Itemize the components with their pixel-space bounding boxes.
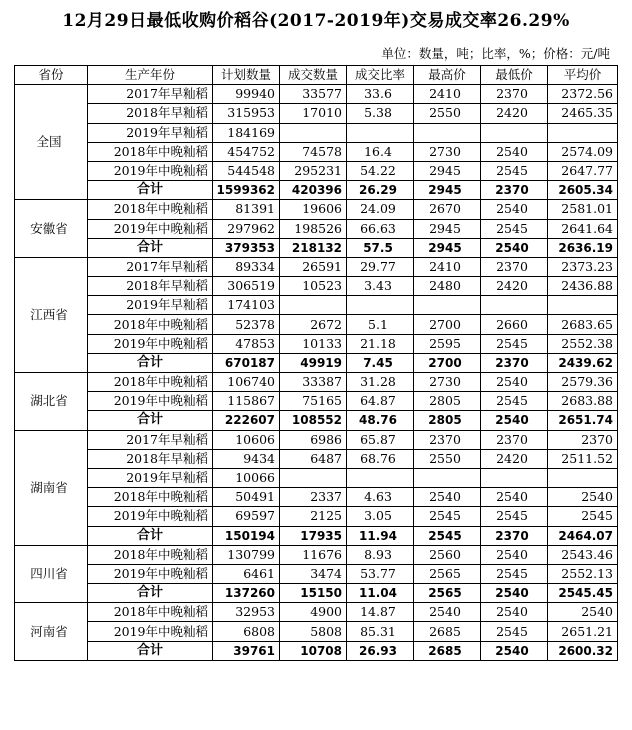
total-max-cell: 2700 [414,353,481,372]
total-avg-cell: 2439.62 [548,353,618,372]
rate-cell [347,468,414,487]
deal-cell: 198526 [280,219,347,238]
table-row [15,373,618,392]
min-cell: 2420 [481,277,548,296]
plan-cell: 297962 [213,219,280,238]
province-cell: 四川省 [15,545,88,603]
year-cell: 2019年早籼稻 [88,296,213,315]
year-cell: 2018年中晚籼稻 [88,545,213,564]
deal-cell: 2125 [280,507,347,526]
table-row [15,257,618,276]
min-cell: 2545 [481,219,548,238]
min-cell: 2420 [481,449,548,468]
min-cell: 2540 [481,200,548,219]
avg-cell: 2641.64 [548,219,618,238]
total-label: 合计 [88,641,213,660]
min-cell: 2370 [481,430,548,449]
plan-cell: 47853 [213,334,280,353]
deal-cell: 33387 [280,373,347,392]
total-plan-cell: 222607 [213,411,280,430]
avg-cell: 2373.23 [548,257,618,276]
max-cell [414,468,481,487]
table-row [15,392,618,411]
rate-cell: 65.87 [347,430,414,449]
deal-cell: 4900 [280,603,347,622]
avg-cell: 2647.77 [548,161,618,180]
total-label: 合计 [88,181,213,200]
table-row [15,104,618,123]
deal-cell: 11676 [280,545,347,564]
max-cell: 2540 [414,488,481,507]
min-cell: 2540 [481,545,548,564]
year-cell: 2018年中晚籼稻 [88,373,213,392]
avg-cell: 2552.13 [548,564,618,583]
col-header-province: 省份 [15,66,88,85]
rate-cell: 24.09 [347,200,414,219]
total-plan-cell: 670187 [213,353,280,372]
province-cell: 河南省 [15,603,88,661]
province-cell: 湖北省 [15,373,88,431]
total-deal-cell: 108552 [280,411,347,430]
plan-cell: 69597 [213,507,280,526]
deal-cell: 75165 [280,392,347,411]
plan-cell: 50491 [213,488,280,507]
table-row [15,161,618,180]
col-header-avg: 平均价 [548,66,618,85]
total-max-cell: 2685 [414,641,481,660]
total-plan-cell: 150194 [213,526,280,545]
total-rate-cell: 57.5 [347,238,414,257]
total-deal-cell: 420396 [280,181,347,200]
avg-cell: 2683.65 [548,315,618,334]
rate-cell: 21.18 [347,334,414,353]
year-cell: 2018年中晚籼稻 [88,603,213,622]
rate-cell: 8.93 [347,545,414,564]
table-row [15,277,618,296]
min-cell: 2540 [481,488,548,507]
avg-cell: 2540 [548,603,618,622]
year-cell: 2019年中晚籼稻 [88,219,213,238]
avg-cell: 2581.01 [548,200,618,219]
avg-cell [548,123,618,142]
rate-cell: 14.87 [347,603,414,622]
table-row [15,449,618,468]
total-deal-cell: 10708 [280,641,347,660]
total-deal-cell: 218132 [280,238,347,257]
deal-cell: 2672 [280,315,347,334]
total-rate-cell: 26.93 [347,641,414,660]
max-cell: 2545 [414,507,481,526]
province-cell: 江西省 [15,257,88,372]
deal-cell: 3474 [280,564,347,583]
table-row [15,622,618,641]
page-title: 12月29日最低收购价稻谷(2017-2019年)交易成交率26.29% [62,11,570,31]
rate-cell [347,123,414,142]
total-label: 合计 [88,411,213,430]
deal-cell: 295231 [280,161,347,180]
min-cell: 2540 [481,142,548,161]
total-min-cell: 2540 [481,238,548,257]
max-cell: 2410 [414,257,481,276]
total-row [15,353,618,372]
min-cell: 2545 [481,564,548,583]
year-cell: 2018年中晚籼稻 [88,315,213,334]
max-cell: 2370 [414,430,481,449]
avg-cell: 2545 [548,507,618,526]
rate-cell: 85.31 [347,622,414,641]
total-plan-cell: 137260 [213,584,280,603]
avg-cell [548,468,618,487]
max-cell [414,296,481,315]
total-avg-cell: 2636.19 [548,238,618,257]
max-cell: 2670 [414,200,481,219]
total-row [15,584,618,603]
max-cell: 2550 [414,449,481,468]
rate-cell: 31.28 [347,373,414,392]
year-cell: 2019年中晚籼稻 [88,622,213,641]
plan-cell: 544548 [213,161,280,180]
total-plan-cell: 39761 [213,641,280,660]
total-row [15,238,618,257]
total-max-cell: 2945 [414,238,481,257]
table-row [15,507,618,526]
min-cell: 2545 [481,507,548,526]
rate-cell: 66.63 [347,219,414,238]
col-header-plan: 计划数量 [213,66,280,85]
min-cell: 2660 [481,315,548,334]
year-cell: 2018年早籼稻 [88,277,213,296]
deal-cell: 33577 [280,85,347,104]
year-cell: 2019年早籼稻 [88,468,213,487]
max-cell: 2595 [414,334,481,353]
plan-cell: 184169 [213,123,280,142]
total-row [15,526,618,545]
min-cell: 2370 [481,85,548,104]
plan-cell: 10606 [213,430,280,449]
deal-cell: 2337 [280,488,347,507]
province-cell: 湖南省 [15,430,88,545]
table-row [15,603,618,622]
total-min-cell: 2370 [481,181,548,200]
max-cell: 2685 [414,622,481,641]
total-rate-cell: 26.29 [347,181,414,200]
rate-cell: 53.77 [347,564,414,583]
avg-cell [548,296,618,315]
col-header-deal: 成交数量 [280,66,347,85]
year-cell: 2019年中晚籼稻 [88,392,213,411]
rate-cell: 4.63 [347,488,414,507]
total-label: 合计 [88,526,213,545]
plan-cell: 306519 [213,277,280,296]
max-cell: 2730 [414,373,481,392]
min-cell [481,468,548,487]
min-cell: 2545 [481,334,548,353]
year-cell: 2019年中晚籼稻 [88,507,213,526]
table-row [15,123,618,142]
total-deal-cell: 15150 [280,584,347,603]
total-min-cell: 2540 [481,411,548,430]
year-cell: 2018年早籼稻 [88,104,213,123]
rate-cell: 54.22 [347,161,414,180]
plan-cell: 6808 [213,622,280,641]
min-cell [481,296,548,315]
total-rate-cell: 11.04 [347,584,414,603]
avg-cell: 2552.38 [548,334,618,353]
avg-cell: 2579.36 [548,373,618,392]
plan-cell: 174103 [213,296,280,315]
plan-cell: 81391 [213,200,280,219]
rate-cell: 68.76 [347,449,414,468]
deal-cell: 26591 [280,257,347,276]
deal-cell: 5808 [280,622,347,641]
total-deal-cell: 17935 [280,526,347,545]
header-row [15,66,618,85]
plan-cell: 10066 [213,468,280,487]
rate-cell: 64.87 [347,392,414,411]
total-min-cell: 2370 [481,526,548,545]
avg-cell: 2543.46 [548,545,618,564]
avg-cell: 2651.21 [548,622,618,641]
total-label: 合计 [88,584,213,603]
total-avg-cell: 2464.07 [548,526,618,545]
rate-cell: 5.38 [347,104,414,123]
plan-cell: 115867 [213,392,280,411]
col-header-min: 最低价 [481,66,548,85]
year-cell: 2018年中晚籼稻 [88,200,213,219]
rate-cell: 16.4 [347,142,414,161]
deal-cell: 10133 [280,334,347,353]
total-min-cell: 2540 [481,584,548,603]
table-row [15,488,618,507]
deal-cell: 74578 [280,142,347,161]
table-row [15,545,618,564]
year-cell: 2018年中晚籼稻 [88,488,213,507]
avg-cell: 2372.56 [548,85,618,104]
deal-cell: 17010 [280,104,347,123]
total-avg-cell: 2600.32 [548,641,618,660]
trade-table [14,65,618,661]
total-row [15,181,618,200]
plan-cell: 52378 [213,315,280,334]
total-plan-cell: 379353 [213,238,280,257]
min-cell: 2540 [481,603,548,622]
year-cell: 2019年早籼稻 [88,123,213,142]
plan-cell: 6461 [213,564,280,583]
plan-cell: 99940 [213,85,280,104]
total-row [15,411,618,430]
table-row [15,85,618,104]
avg-cell: 2683.88 [548,392,618,411]
table-row [15,219,618,238]
total-max-cell: 2805 [414,411,481,430]
year-cell: 2019年中晚籼稻 [88,334,213,353]
min-cell: 2420 [481,104,548,123]
unit-note: 单位：数量，吨；比率，%；价格：元/吨 [381,46,610,61]
plan-cell: 9434 [213,449,280,468]
max-cell: 2550 [414,104,481,123]
rate-cell: 3.05 [347,507,414,526]
max-cell: 2700 [414,315,481,334]
max-cell: 2945 [414,219,481,238]
min-cell [481,123,548,142]
col-header-rate: 成交比率 [347,66,414,85]
max-cell: 2480 [414,277,481,296]
deal-cell: 19606 [280,200,347,219]
total-deal-cell: 49919 [280,353,347,372]
total-max-cell: 2545 [414,526,481,545]
deal-cell [280,468,347,487]
year-cell: 2017年早籼稻 [88,85,213,104]
total-avg-cell: 2545.45 [548,584,618,603]
total-avg-cell: 2605.34 [548,181,618,200]
plan-cell: 32953 [213,603,280,622]
year-cell: 2018年早籼稻 [88,449,213,468]
table-row [15,430,618,449]
total-max-cell: 2565 [414,584,481,603]
max-cell: 2730 [414,142,481,161]
table-row [15,200,618,219]
year-cell: 2018年中晚籼稻 [88,142,213,161]
plan-cell: 89334 [213,257,280,276]
rate-cell: 5.1 [347,315,414,334]
total-row [15,641,618,660]
col-header-year: 生产年份 [88,66,213,85]
deal-cell [280,123,347,142]
max-cell: 2945 [414,161,481,180]
col-header-max: 最高价 [414,66,481,85]
deal-cell: 6487 [280,449,347,468]
total-avg-cell: 2651.74 [548,411,618,430]
province-cell: 安徽省 [15,200,88,258]
avg-cell: 2436.88 [548,277,618,296]
year-cell: 2017年早籼稻 [88,430,213,449]
avg-cell: 2511.52 [548,449,618,468]
plan-cell: 106740 [213,373,280,392]
table-row [15,296,618,315]
max-cell: 2540 [414,603,481,622]
table-body [15,85,618,661]
total-min-cell: 2370 [481,353,548,372]
min-cell: 2545 [481,622,548,641]
total-plan-cell: 1599362 [213,181,280,200]
total-max-cell: 2945 [414,181,481,200]
table-row [15,468,618,487]
plan-cell: 454752 [213,142,280,161]
year-cell: 2019年中晚籼稻 [88,161,213,180]
avg-cell: 2465.35 [548,104,618,123]
table-row [15,334,618,353]
min-cell: 2545 [481,161,548,180]
min-cell: 2540 [481,373,548,392]
min-cell: 2545 [481,392,548,411]
total-min-cell: 2540 [481,641,548,660]
total-rate-cell: 11.94 [347,526,414,545]
year-cell: 2019年中晚籼稻 [88,564,213,583]
table-row [15,142,618,161]
table-row [15,564,618,583]
total-label: 合计 [88,353,213,372]
year-cell: 2017年早籼稻 [88,257,213,276]
table-row [15,315,618,334]
deal-cell [280,296,347,315]
avg-cell: 2574.09 [548,142,618,161]
rate-cell: 29.77 [347,257,414,276]
plan-cell: 130799 [213,545,280,564]
total-label: 合计 [88,238,213,257]
province-cell: 全国 [15,85,88,200]
max-cell: 2560 [414,545,481,564]
rate-cell: 33.6 [347,85,414,104]
max-cell: 2410 [414,85,481,104]
rate-cell: 3.43 [347,277,414,296]
max-cell: 2805 [414,392,481,411]
max-cell: 2565 [414,564,481,583]
rate-cell [347,296,414,315]
min-cell: 2370 [481,257,548,276]
deal-cell: 10523 [280,277,347,296]
total-rate-cell: 48.76 [347,411,414,430]
max-cell [414,123,481,142]
avg-cell: 2540 [548,488,618,507]
deal-cell: 6986 [280,430,347,449]
plan-cell: 315953 [213,104,280,123]
total-rate-cell: 7.45 [347,353,414,372]
avg-cell: 2370 [548,430,618,449]
